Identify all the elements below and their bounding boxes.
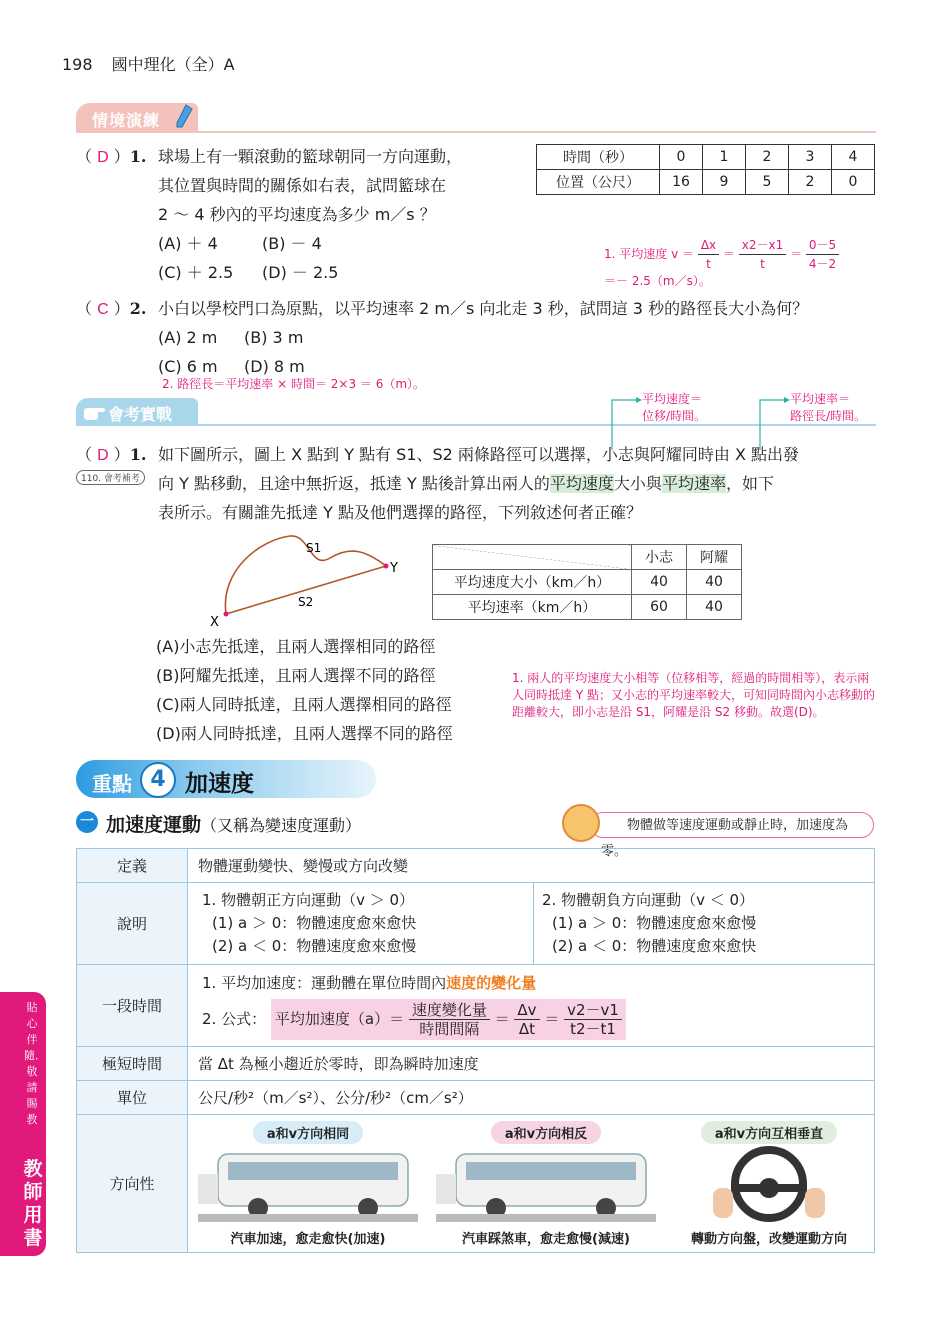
question-2: （ C ）2. — [76, 299, 147, 318]
highlight-avg-speed: 平均速率 — [661, 474, 726, 493]
hand-point-icon — [82, 400, 106, 422]
s2-q1-options: (A)小志先抵達，且兩人選擇相同的路徑 (B)阿耀先抵達，且兩人選擇不同的路徑 (C)兩人同時抵達，且兩人選擇相同的路徑 (D)兩人同時抵達，且兩人選擇不同的路徑 — [156, 637, 453, 743]
explanation-left: 1. 物體朝正方向運動（v ＞ 0） (1) a ＞ 0：物體速度愈來愈快 (2) a ＜ 0：物體速度愈來愈慢 — [188, 883, 534, 965]
callout-avg-velocity: 平均速度＝ 位移/時間。 — [642, 392, 707, 423]
row-label-short: 極短時間 — [77, 1047, 188, 1081]
side-tab-small-text: 貼心伴隨．敬請賜教 — [24, 1001, 46, 1126]
keypoint-title: 加速度 — [185, 771, 254, 797]
page-number: 198 — [62, 55, 93, 74]
keypoint-number: 4 — [140, 762, 176, 798]
period-content: 1. 平均加速度：運動體在單位時間內速度的變化量 2. 公式： 平均加速度（a）＝ $\frac{\text{速度變化量}}{\text{時間間隔}}$ ＝ $\frac{\Delta v}{\Delta t}$ ＝ $\frac{v2-v1}{t2-t1}$ — [188, 965, 875, 1047]
answer-q2: C — [97, 301, 109, 318]
question-1-text: 球場上有一顆滾動的籃球朝同一方向運動， 其位置與時間的關係如右表，試問籃球在 2 ～ 4 秒內的平均速度為多少 m／s ？ — [158, 147, 463, 224]
option-a: (A) ＋ 4 — [158, 234, 218, 253]
highlight-avg-velocity: 平均速度 — [549, 474, 614, 493]
label-x: X — [210, 615, 219, 630]
q1-options — [158, 229, 338, 287]
bus-accelerate-icon — [198, 1144, 418, 1224]
subsection-marker: 一 — [76, 811, 98, 833]
option-c: (C) ＋ 2.5 — [158, 263, 234, 282]
question-2-text: 小白以學校門口為原點，以平均速率 2 m／s 向北走 3 秒，試問這 3 秒的路徑長大小為何？ — [158, 299, 809, 318]
section2-title: 會考實戰 — [108, 405, 173, 424]
row-label-period: 一段時間 — [77, 965, 188, 1047]
answer-q1: D — [97, 149, 109, 166]
q2-solution-note: 2. 路徑長＝平均速率 × 時間＝ 2×3 ＝ 6（m）。 — [162, 377, 426, 391]
pencil-icon — [174, 103, 194, 129]
option-b: (B) － 4 — [262, 234, 322, 253]
book-title: 國中理化（全）A — [111, 55, 235, 74]
direction-item-opposite: a和v方向相反 汽車踩煞車，愈走愈慢(減速) — [431, 1121, 661, 1247]
tip-box: 物體做等速度運動或靜止時，加速度為零。 — [590, 812, 874, 838]
subsection-title: 加速度運動（又稱為變速度運動） — [106, 814, 362, 836]
direction-item-perpendicular: a和v方向互相垂直 轉動方向盤，改變運動方向 — [669, 1121, 869, 1247]
explanation-right: 2. 物體朝負方向運動（v ＜ 0） (1) a ＞ 0：物體速度愈來愈慢 (2) a ＜ 0：物體速度愈來愈快 — [534, 883, 875, 965]
option-d: (D) － 2.5 — [262, 263, 339, 282]
question-2-1: （ D ）1. — [76, 445, 147, 464]
keypoint-label: 重點 — [92, 772, 132, 796]
section-title: 情境演練 — [92, 111, 161, 130]
page-header — [62, 52, 249, 75]
side-tab-big-text: 教師用書 — [23, 1158, 43, 1249]
label-s1: S1 — [306, 541, 322, 555]
steering-wheel-icon — [699, 1144, 839, 1224]
label-y: Y — [390, 561, 398, 576]
s2-q1-solution-note: 1. 兩人的平均速度大小相等（位移相等，經過的時間相等），表示兩人同時抵達 Y 點；又小志的平均速率較大，可知同時間內小志移動的距離較大，即小志是沿 S1，阿耀是沿 S2 移動。故選(D)。 — [512, 671, 875, 719]
acceleration-table: 定義 物體運動變快、變慢或方向改變 說明 1. 物體朝正方向運動（v ＞ 0） (1) a ＞ 0：物體速度愈來愈快 (2) a ＜ 0：物體速度愈來愈慢 2. 物體朝負方向運動（v ＜ 0） (1) a ＞ 0：物體速度愈來愈慢 (2) a ＜ 0：物體速度愈來愈快 一段時間 1. 平均加速度：運動體在單位時間內速度的變化量 2. 公式： 平均加速度（a）＝ $\frac{\text{速度變化量}}{\text{時間間隔}}$ ＝ $\frac{\Delta v}{\Delta t}$ ＝ $\frac{v2-v1}{t2-t1}$ 極短時間 當 Δt 為極小趨近於零時，即為瞬時加速度 單位 公尺/秒²（m／s²）、公分/秒²（cm／s²） 方向性 a和v方向相同 汽車加速，愈走愈快(加速) a和v方向相反 汽車踩煞車，愈走愈慢(減速) a和v方向互相垂直 轉動方向盤，改變運動方向 — [76, 848, 875, 1253]
exam-tag: 110. 會考補考 — [76, 470, 145, 485]
path-diagram — [200, 530, 420, 630]
girl-mascot-icon — [562, 804, 600, 842]
answer-s2-q1: D — [97, 447, 109, 464]
direction-content — [188, 1115, 875, 1253]
question-2-1-text: 如下圖所示，圖上 X 點到 Y 點有 S1、S2 兩條路徑可以選擇，小志與阿耀同時由 X 點出發 向 Y 點移動，且途中無折返，抵達 Y 點後計算出兩人的平均速度大小與平均速率，如下 表所示。有關誰先抵達 Y 點及他們選擇的路徑，下列敘述何者正確？ — [158, 445, 800, 522]
callout-avg-speed: 平均速率＝ 路徑長/時間。 — [790, 392, 867, 423]
row-label-explanation: 說明 — [77, 883, 188, 965]
row-label-definition: 定義 — [77, 849, 188, 883]
question-1: （ D ）1. — [76, 147, 147, 166]
label-s2: S2 — [298, 595, 314, 609]
speed-table: 小志 阿耀 平均速度大小（km／h） 40 40 平均速率（km／h） 60 40 — [432, 544, 742, 620]
bus-brake-icon — [436, 1144, 656, 1224]
row-label-unit: 單位 — [77, 1081, 188, 1115]
q2-options: (A) 2 m (B) 3 m (C) 6 m (D) 8 m — [158, 328, 305, 376]
q1-solution-note: 1. 平均速度 v ＝ $\frac{\Delta x}{t}$ ＝ $\frac{x2-x1}{t}$ ＝ $\frac{0-5}{4-2}$ ＝－ 2.5（m／s）。 — [604, 236, 839, 290]
direction-item-same: a和v方向相同 汽車加速，愈走愈快(加速) — [193, 1121, 423, 1247]
section-divider — [76, 131, 876, 133]
row-label-direction: 方向性 — [77, 1115, 188, 1253]
position-time-table: 時間（秒） 0 1 2 3 4 位置（公尺） 16 9 5 2 0 — [536, 144, 875, 195]
